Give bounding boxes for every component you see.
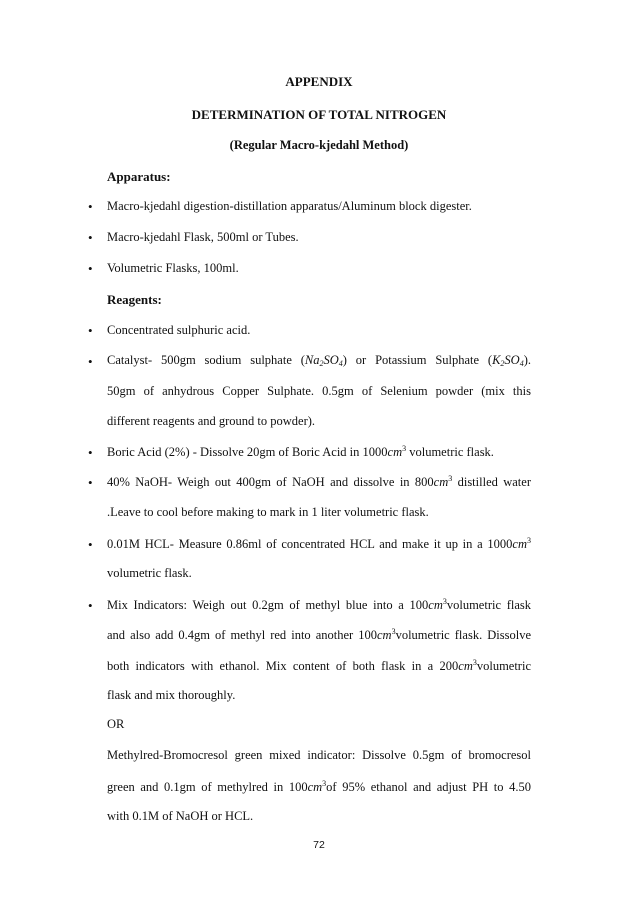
reagent-item-line: 50gm of anhydrous Copper Sulphate. 0.5gm of Selenium powder (mix this [107,384,531,398]
reagent-item-line: both indicators with ethanol. Mix content of both flask in a $200cm^3volumetric$ [107,658,531,673]
reagent-item-boric-acid: Boric Acid (2%) - Dissolve 20gm of Boric Acid in $1000cm^3$ volumetric flask. [107,444,494,459]
reagent-item-line: Methylred-Bromocresol green mixed indicator: Dissolve 0.5gm of bromocresol [107,748,531,762]
bullet-icon: • [88,261,93,276]
bullet-icon: • [88,354,93,369]
reagent-item-line: flask and mix thoroughly. [107,688,236,702]
formula-sodium-sulphate: $Na_2SO_4$ [304,353,343,368]
reagent-item-hcl: 0.01M HCL- Measure 0.86ml of concentrated HCL and make it up in a $1000cm^3$ [107,536,531,551]
document-title: DETERMINATION OF TOTAL NITROGEN [191,107,447,122]
bullet-icon: • [88,230,93,245]
reagent-item-catalyst: Catalyst- 500gm sodium sulphate $(Na_2SO_4)$ or Potassium Sulphate $(K_2SO_4)$. [107,353,531,368]
reagent-item-line: different reagents and ground to powder). [107,414,316,428]
apparatus-item: Volumetric Flasks, 100ml. [107,261,239,275]
appendix-heading: APPENDIX [285,74,353,89]
apparatus-item: Macro-kjedahl Flask, 500ml or Tubes. [107,230,299,244]
bullet-icon: • [88,537,93,552]
or-separator: OR [107,717,125,731]
bullet-icon: • [88,598,93,613]
reagent-item-line: volumetric flask. [107,566,192,580]
formula-potassium-sulphate: $K_2SO_4$ [492,353,524,368]
bullet-icon: • [88,475,93,490]
reagent-item-indicators: Mix Indicators: Weigh out 0.2gm of methyl blue into a $100cm^3volumetric$ flask [107,597,531,612]
reagent-item-naoh: 40% NaOH- Weigh out 400gm of NaOH and dissolve in $800cm^3$ distilled water [107,474,531,489]
bullet-icon: • [88,445,93,460]
reagent-item-line: with 0.1M of NaOH or HCL. [107,809,254,823]
reagent-item-line: and also add 0.4gm of methyl red into another $100cm^3volumetric$ flask. Dissolve [107,627,531,642]
reagents-label: Reagents: [107,292,162,307]
document-subtitle: (Regular Macro-kjedahl Method) [229,138,409,152]
bullet-icon: • [88,323,93,338]
reagent-item: Concentrated sulphuric acid. [107,323,251,337]
reagent-item-line: green and 0.1gm of methylred in $100cm^3of$ 95% ethanol and adjust PH to 4.50 [107,779,531,794]
apparatus-item: Macro-kjedahl digestion-distillation apparatus/Aluminum block digester. [107,199,472,213]
bullet-icon: • [88,199,93,214]
apparatus-label: Apparatus: [107,169,171,184]
page-number: 72 [313,839,325,851]
reagent-item-line: .Leave to cool before making to mark in 1 liter volumetric flask. [107,505,429,519]
